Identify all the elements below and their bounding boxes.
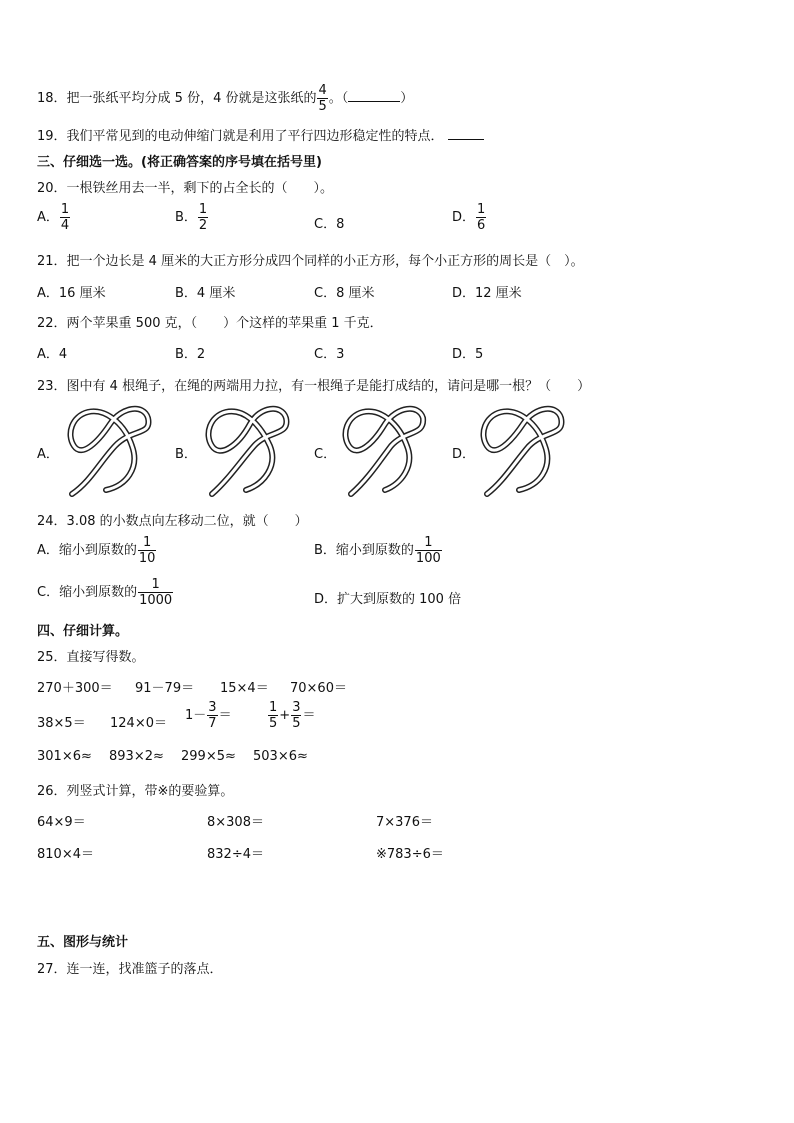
- calc-item: 299×5≈: [181, 749, 236, 764]
- fraction: $\frac{4}{5}$: [318, 83, 327, 114]
- calc-item: 7×376＝: [376, 815, 433, 830]
- option-d[interactable]: D．: [452, 447, 476, 462]
- option-b[interactable]: B．2: [175, 347, 206, 362]
- answer-blank[interactable]: [448, 139, 484, 140]
- option-a[interactable]: A．缩小到原数的 $\frac{1}{10}$: [37, 535, 156, 566]
- section-heading: 三、仔细选一选。(将正确答案的序号填在括号里): [37, 155, 322, 170]
- section-heading: 五、图形与统计: [37, 935, 129, 950]
- option-a[interactable]: A．16 厘米: [37, 286, 106, 301]
- knot-c-image: [335, 402, 435, 498]
- question-24-text: 24．3.08 的小数点向左移动二位，就（ ）: [37, 514, 308, 529]
- calc-item: 124×0＝: [110, 716, 167, 731]
- calc-item: 70×60＝: [290, 681, 347, 696]
- calc-item: 832÷4＝: [207, 847, 264, 862]
- option-d[interactable]: D．5: [452, 347, 484, 362]
- option-c[interactable]: C．8: [314, 217, 345, 232]
- calc-item: 503×6≈: [253, 749, 308, 764]
- question-18: 18．把一张纸平均分成 5 份，4 份就是这张纸的 $\frac{4}{5}$ 。（ ）: [37, 83, 414, 114]
- question-19-text: 19．我们平常见到的电动伸缩门就是利用了平行四边形稳定性的特点．: [37, 129, 444, 144]
- option-b[interactable]: B． $\frac{1}{2}$: [175, 202, 208, 233]
- question-18-text: 18．把一张纸平均分成 5 份，4 份就是这张纸的: [37, 91, 317, 106]
- knot-d-image: [473, 402, 573, 498]
- option-c[interactable]: C．缩小到原数的 $\frac{1}{1000}$: [37, 577, 173, 608]
- question-19: [37, 125, 484, 144]
- option-a[interactable]: A．: [37, 447, 59, 462]
- calc-item: 91－79＝: [135, 681, 195, 696]
- calc-item: 810×4＝: [37, 847, 94, 862]
- question-26-text: 26．列竖式计算，带※的要验算。: [37, 784, 234, 799]
- question-23-text: 23．图中有 4 根绳子，在绳的两端用力拉，有一根绳子是能打成结的，请问是哪一根？（ ）: [37, 379, 591, 394]
- option-b[interactable]: B．4 厘米: [175, 286, 236, 301]
- option-d[interactable]: D．扩大到原数的 100 倍: [314, 592, 462, 607]
- question-25-text: 25．直接写得数。: [37, 650, 145, 665]
- question-20-text: 20．一根铁丝用去一半，剩下的占全长的（ ）。: [37, 181, 334, 196]
- knot-a-image: [60, 402, 160, 498]
- question-27-text: 27．连一连，找准篮子的落点．: [37, 962, 223, 977]
- calc-item: 15×4＝: [220, 681, 269, 696]
- knot-b-image: [198, 402, 298, 498]
- calc-item: 8×308＝: [207, 815, 264, 830]
- option-c[interactable]: C．8 厘米: [314, 286, 375, 301]
- calc-item-fraction-sum: $\frac{1}{5}$ + $\frac{3}{5}$ ＝: [269, 700, 316, 731]
- calc-item: 38×5＝: [37, 716, 86, 731]
- option-d[interactable]: D．12 厘米: [452, 286, 522, 301]
- option-d[interactable]: D． $\frac{1}{6}$: [452, 202, 486, 233]
- calc-item: 270＋300＝: [37, 681, 113, 696]
- question-22-text: 22．两个苹果重 500 克，（ ）个这样的苹果重 1 千克．: [37, 316, 383, 331]
- option-b[interactable]: B．: [175, 447, 197, 462]
- option-c[interactable]: C．: [314, 447, 337, 462]
- calc-item: 64×9＝: [37, 815, 86, 830]
- option-a[interactable]: A． $\frac{1}{4}$: [37, 202, 70, 233]
- option-a[interactable]: A．4: [37, 347, 68, 362]
- question-21-text: 21．把一个边长是 4 厘米的大正方形分成四个同样的小正方形，每个小正方形的周长是（ ）。: [37, 254, 584, 269]
- section-heading: 四、仔细计算。: [37, 624, 129, 639]
- option-c[interactable]: C．3: [314, 347, 345, 362]
- calc-item-fraction: 1－ $\frac{3}{7}$ ＝: [185, 700, 232, 731]
- option-b[interactable]: B．缩小到原数的 $\frac{1}{100}$: [314, 535, 441, 566]
- answer-blank[interactable]: [348, 101, 400, 102]
- calc-item: ※783÷6＝: [376, 847, 444, 862]
- calc-item: 301×6≈: [37, 749, 92, 764]
- calc-item: 893×2≈: [109, 749, 164, 764]
